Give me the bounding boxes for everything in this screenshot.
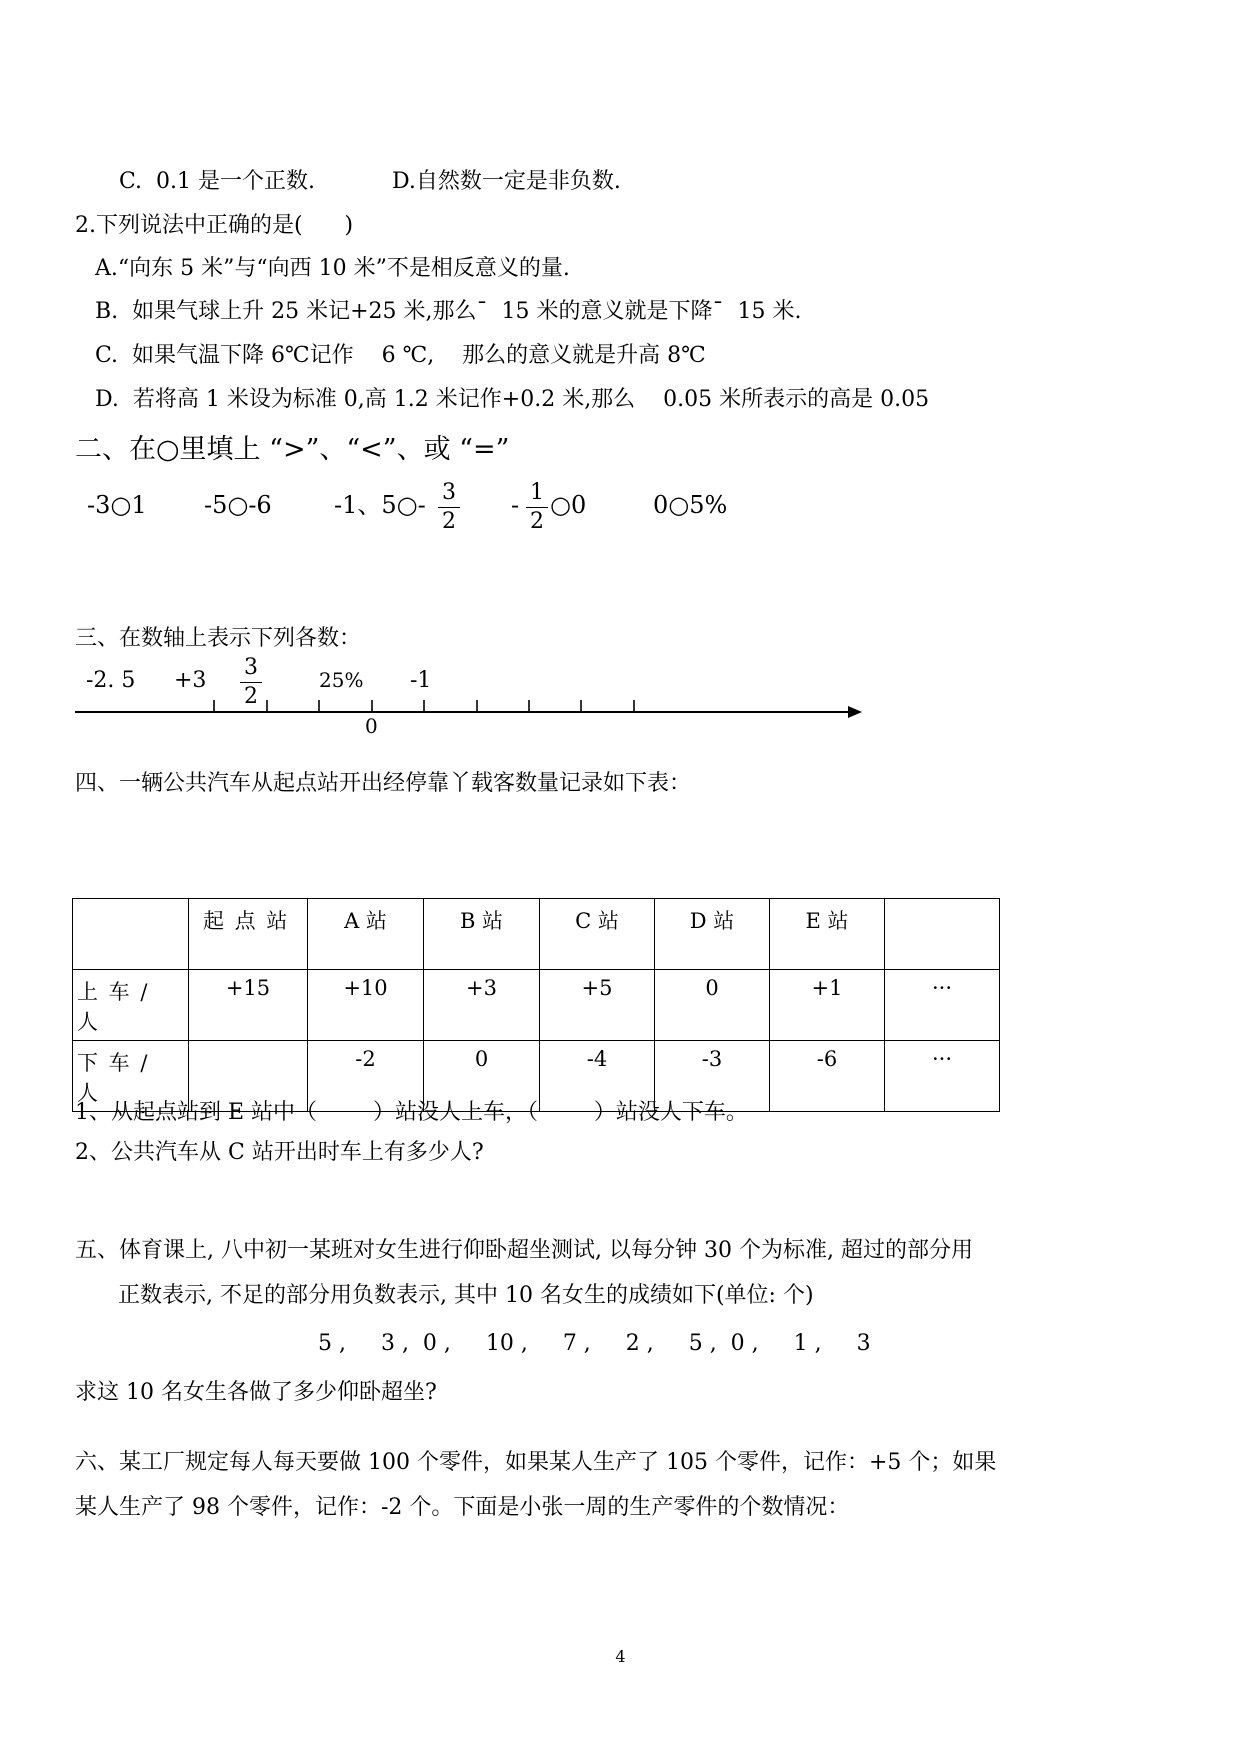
table-cell: -2 (308, 1041, 424, 1112)
bus-passenger-table (72, 898, 1000, 1112)
numberline-value-5: -1 (410, 668, 432, 693)
compare-item-5: 0○5% (653, 491, 728, 519)
section6-line-1: 六、某工厂规定每人每天要做 100 个零件，如果某人生产了 105 个零件，记作：+5 个；如果 (75, 1450, 997, 1475)
compare-item-2: -5○-6 (204, 491, 272, 519)
table-header-row (73, 899, 1000, 970)
numberline-value-2: +3 (174, 668, 207, 693)
table-header-cell: B 站 (424, 899, 540, 970)
table-cell: 0 (655, 970, 770, 1041)
section5-question: 求这 10 名女生各做了多少仰卧超坐? (75, 1380, 437, 1405)
fraction-denominator: 2 (530, 509, 544, 534)
table-row (73, 970, 1000, 1041)
table-cell: -4 (540, 1041, 655, 1112)
q1-option-c: C. 0.1 是一个正数. (119, 169, 316, 194)
q2-option-d: D. 若将高 1 米设为标准 0,高 1.2 米记作+0.2 米,那么 0.05 米所表示的高是 0.05 (95, 387, 930, 412)
q1-option-d: D.自然数一定是非负数. (392, 169, 621, 194)
numberline-value-1: -2. 5 (86, 668, 136, 693)
fraction-numerator: 3 (442, 480, 456, 505)
row-label-on (73, 970, 189, 1041)
section3-title: 三、在数轴上表示下列各数： (75, 626, 362, 651)
number-line (0, 695, 1241, 755)
q2-option-b: B. 如果气球上升 25 米记+25 米,那么ˉ 15 米的意义就是下降ˉ 15 米. (95, 299, 802, 324)
compare-item-4-prefix: - (511, 491, 520, 519)
row-label-text: 下 车 /人 (77, 1051, 150, 1105)
compare-item-4-fraction (526, 482, 548, 533)
table-cell: 0 (424, 1041, 540, 1112)
header-start-station: 起 点 站 (203, 909, 290, 933)
number-line-zero-label: 0 (365, 714, 378, 738)
table-corner-cell (73, 899, 189, 970)
table-cell: +1 (770, 970, 885, 1041)
table-cell: ··· (885, 1041, 1000, 1112)
section5-scores: 5 , 3 , 0 , 10 , 7 , 2 , 5 , 0 , 1 , 3 (318, 1331, 871, 1356)
section2-title: 二、在○里填上 “>”、“<”、或 “=” (75, 434, 510, 465)
number-line-arrow-icon (848, 706, 862, 718)
q2-stem: 2.下列说法中正确的是( ) (75, 213, 354, 238)
fraction-numerator: 1 (530, 480, 544, 505)
fraction-bar (526, 507, 548, 508)
section5-line-2: 正数表示, 不足的部分用负数表示, 其中 10 名女生的成绩如下(单位: 个) (118, 1283, 814, 1308)
section4-title: 四、一辆公共汽车从起点站开出经停靠丫载客数量记录如下表： (75, 771, 692, 796)
section4-question-2: 2、公共汽车从 C 站开出时车上有多少人? (75, 1140, 484, 1165)
compare-item-4-suffix: ○0 (550, 491, 587, 519)
row-label-text: 上 车 /人 (77, 980, 150, 1034)
table-cell: +5 (540, 970, 655, 1041)
section6-line-2: 某人生产了 98 个零件，记作：-2 个。下面是小张一周的生产零件的个数情况： (75, 1495, 850, 1520)
table-cell: -6 (770, 1041, 885, 1112)
table-cell: -3 (655, 1041, 770, 1112)
table-header-cell: A 站 (308, 899, 424, 970)
fraction-bar (240, 682, 262, 683)
fraction-numerator: 3 (244, 655, 258, 680)
table-header-cell: D 站 (655, 899, 770, 970)
section4-question-1: 1、从起点站到 E 站中（ ）站没人上车，（ ）站没人下车。 (75, 1100, 748, 1125)
section5-line-1: 五、体育课上, 八中初一某班对女生进行仰卧超坐测试, 以每分钟 30 个为标准, 超过的部分用 (75, 1238, 973, 1263)
q2-option-a: A.“向东 5 米”与“向西 10 米”不是相反意义的量. (95, 256, 570, 281)
table-cell: +15 (189, 970, 308, 1041)
table-cell: ··· (885, 970, 1000, 1041)
page-number: 4 (615, 1647, 626, 1666)
compare-item-1: -3○1 (87, 491, 147, 519)
table-header-cell: E 站 (770, 899, 885, 970)
compare-item-3-prefix: -1、5○- (334, 491, 426, 519)
fraction-denominator: 2 (442, 509, 456, 534)
numberline-value-4: 25% (319, 668, 364, 692)
table-cell: +3 (424, 970, 540, 1041)
q2-option-c: C. 如果气温下降 6℃记作 6 ℃, 那么的意义就是升高 8℃ (95, 343, 706, 368)
fraction-denominator: 2 (244, 684, 258, 709)
table-header-cell (885, 899, 1000, 970)
table-header-cell: C 站 (540, 899, 655, 970)
fraction-bar (438, 507, 460, 508)
table-cell: +10 (308, 970, 424, 1041)
table-header-cell (189, 899, 308, 970)
compare-item-3-fraction (438, 482, 460, 533)
